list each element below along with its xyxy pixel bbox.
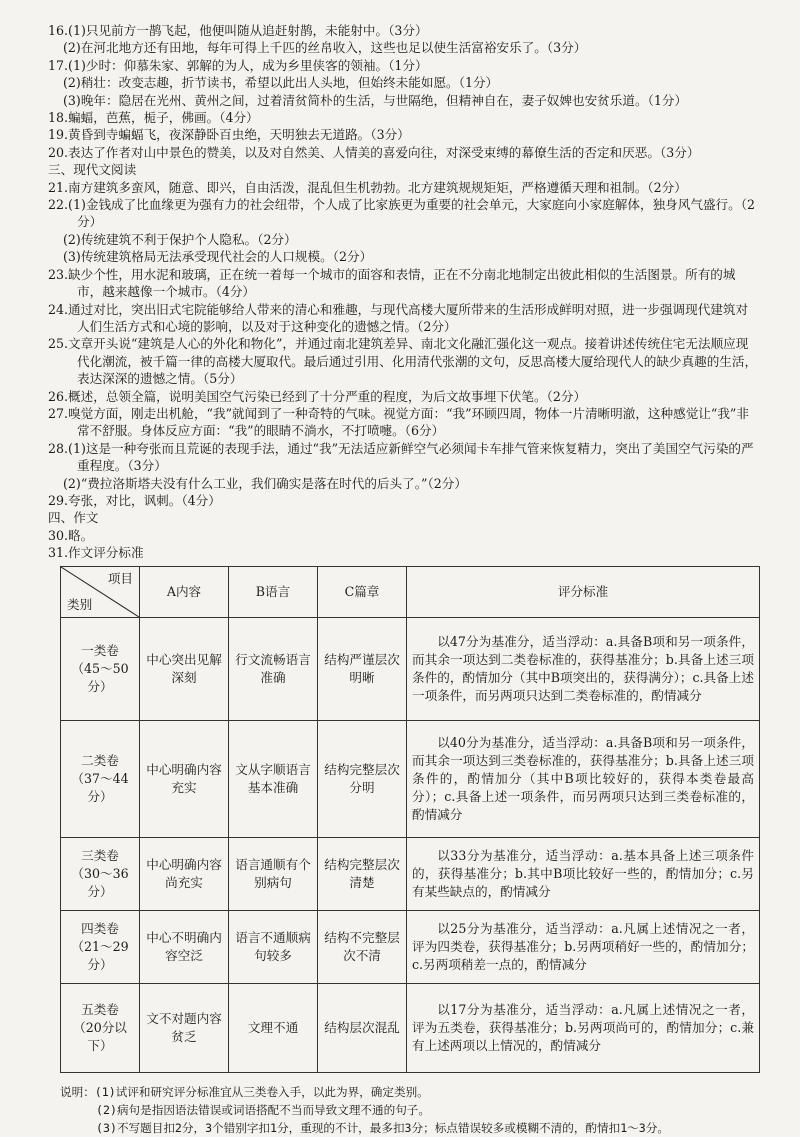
content-cell: 中心不明确内容空泛: [140, 910, 229, 983]
category-name: 二类卷: [81, 752, 119, 768]
notes-block: [60, 1083, 760, 1137]
column-header-structure: C篇章: [318, 566, 407, 617]
answer-19: 19.黄昏到寺蝙蝠飞，夜深静卧百虫绝，天明独去无道路。（3分）: [48, 127, 410, 143]
category-name: 四类卷: [81, 920, 119, 936]
category-cell: [61, 910, 140, 983]
structure-cell: 结构不完整层次不清: [318, 910, 407, 983]
answer-27: 27.嗅觉方面，刚走出机舱，“我”就闻到了一种奇特的气味。视觉方面：“我”环顾四周，物体一片清晰明澈，这种感觉让“我”非常不舒服。身体反应方面：“我”的眼睛不淌水，不打喷嚏。（6分）: [48, 405, 749, 439]
note-2: (2)病句是指因语法错误或词语搭配不当而导致文理不通的句子。: [96, 1102, 430, 1117]
category-range: （30～36分）: [71, 865, 129, 899]
category-range: （21～29分）: [71, 938, 129, 972]
answers-block-classical: [48, 22, 760, 161]
corner-header-cell: [61, 566, 140, 617]
column-header-criteria: 评分标准: [407, 566, 760, 617]
category-range: （45～50分）: [71, 660, 129, 694]
criteria-cell: 以40分为基准分，适当浮动：a.具备B项和另一项条件，而其余一项达到三类卷标准的，获得基准分；b.具备上述三项条件的，酌情加分（其中B项比较好的，获得本类卷最高分）；c.具备上述一项条件，而另两项只达到三类卷标准的，酌情减分: [407, 720, 760, 837]
category-name: 五类卷: [81, 1001, 119, 1017]
answer-22-3: (3)传统建筑格局无法承受现代社会的人口规模。（2分）: [63, 249, 373, 265]
structure-cell: 结构完整层次分明: [318, 720, 407, 837]
category-name: 一类卷: [81, 642, 119, 658]
criteria-cell: 以17分为基准分，适当浮动：a.凡属上述情况之一者，评为五类卷，获得基准分；b.另两项尚可的，酌情加分；c.兼有上述两项以上情况的，酌情减分: [407, 983, 760, 1072]
answer-24: 24.通过对比，突出旧式宅院能够给人带来的清心和雅趣，与现代高楼大厦所带来的生活形成鲜明对照，进一步强调现代建筑对人们生活方式和心境的影响，以及对于这种变化的遗憾之情。（2分）: [48, 301, 749, 334]
structure-cell: 结构完整层次清楚: [318, 837, 407, 910]
answer-17-3: (3)晚年：隐居在光州、黄州之间，过着清贫简朴的生活，与世隔绝，但精神自在，妻子奴婢也安贫乐道。（1分）: [63, 92, 688, 108]
table-header-row: [61, 566, 760, 617]
table-row: [61, 983, 760, 1072]
section-title-essay: 四、作文: [48, 510, 99, 526]
answer-28-1: 28.(1)这是一种夸张而且荒诞的表现手法，通过“我”无法适应新鲜空气必须闻卡车排气管来恢复精力，突出了美国空气污染的严重程度。（3分）: [48, 440, 754, 474]
language-cell: 行文流畅语言准确: [229, 617, 318, 720]
category-range: （37～44分）: [71, 770, 129, 804]
category-range: （20分以下）: [73, 1019, 127, 1053]
column-header-content: A内容: [140, 566, 229, 617]
criteria-cell: 以33分为基准分，适当浮动：a.基本具备上述三项条件的，获得基准分；b.其中B项比较好一些的，酌情加分；c.另有某些缺点的，酌情减分: [407, 837, 760, 910]
category-cell: [61, 720, 140, 837]
content-cell: 中心明确内容充实: [140, 720, 229, 837]
note-1: 说明：(1)试评和研究评分标准宜从三类卷入手，以此为界，确定类别。: [60, 1084, 429, 1099]
answer-16-2: (2)在河北地方还有田地，每年可得上千匹的丝帛收入，这些也足以使生活富裕安乐了。（3分）: [63, 40, 587, 56]
language-cell: 文理不通: [229, 983, 318, 1072]
answer-25: 25.文章开头说“建筑是人心的外化和物化”，并通过南北建筑差异、南北文化融汇强化这一观点。接着讲述传统住宅无法顺应现代化潮流，被千篇一律的高楼大厦取代。最后通过引用、化用清代张潮的文句，反思高楼大厦给现代人的缺少真趣的生活，表达深深的遗憾之情。（5分）: [48, 336, 758, 387]
language-cell: 语言不通顺病句较多: [229, 910, 318, 983]
answer-17-1: 17.(1)少时：仰慕朱家、郭解的为人，成为乡里侠客的领袖。（1分）: [48, 57, 428, 73]
language-cell: 文从字顺语言基本准确: [229, 720, 318, 837]
category-name: 三类卷: [81, 847, 119, 863]
notes-label: 说明：: [60, 1084, 95, 1099]
answer-22-1: 22.(1)金钱成了比血缘更为强有力的社会纽带，个人成了比家族更为重要的社会单元，大家庭向小家庭解体，独身风气盛行。（2分）: [48, 197, 756, 230]
answer-26: 26.概述，总领全篇，说明美国空气污染已经到了十分严重的程度，为后文故事埋下伏笔。（2分）: [48, 388, 587, 404]
content-cell: 文不对题内容贫乏: [140, 983, 229, 1072]
answer-30: 30.略。: [48, 527, 94, 543]
language-cell: 语言通顺有个别病句: [229, 837, 318, 910]
answer-20: 20.表达了作者对山中景色的赞美，以及对自然美、人情美的喜爱向往，对深受束缚的幕僚生活的否定和厌恶。（3分）: [48, 144, 700, 160]
category-cell: [61, 617, 140, 720]
section-title-modern-reading: 三、现代文阅读: [48, 162, 137, 178]
note-3: (3)不写题目扣2分，3个错别字扣1分，重现的不计，最多扣3分；标点错误较多或模糊不清的，酌情扣1～3分。: [96, 1120, 669, 1135]
table-row: [61, 837, 760, 910]
answer-21: 21.南方建筑多蛮风，随意、即兴，自由活泼，混乱但生机勃勃。北方建筑规规矩矩，严格遵循天理和祖制。（2分）: [48, 179, 687, 195]
answer-22-2: (2)传统建筑不利于保护个人隐私。（2分）: [63, 231, 297, 247]
corner-header-top: 项目: [107, 570, 133, 586]
essay-grading-table: [60, 566, 760, 1073]
answer-28-2: (2)“费拉洛斯塔夫没有什么工业，我们确实是落在时代的后头了。”（2分）: [63, 475, 467, 491]
table-row: [61, 910, 760, 983]
table-row: [61, 617, 760, 720]
structure-cell: 结构层次混乱: [318, 983, 407, 1072]
content-cell: 中心突出见解深刻: [140, 617, 229, 720]
structure-cell: 结构严谨层次明晰: [318, 617, 407, 720]
corner-header-bottom: 类别: [67, 596, 93, 612]
column-header-language: B语言: [229, 566, 318, 617]
criteria-cell: 以25分为基准分，适当浮动：a.凡属上述情况之一者，评为四类卷，获得基准分；b.另两项稍好一些的，酌情加分；c.另两项稍差一点的，酌情减分: [407, 910, 760, 983]
content-cell: 中心明确内容尚充实: [140, 837, 229, 910]
table-row: [61, 720, 760, 837]
answer-29: 29.夸张，对比，讽刺。（4分）: [48, 492, 221, 508]
answer-16-1: 16.(1)只见前方一鹊飞起，他便叫随从追赶射鹊，未能射中。（3分）: [48, 23, 428, 38]
answer-17-2: (2)稍壮：改变志趣，折节读书，希望以此出人头地，但始终未能如愿。（1分）: [63, 75, 499, 91]
answer-23: 23.缺少个性，用水泥和玻璃，正在统一着每一个城市的面容和表情，正在不分南北地制定出彼此相似的生活图景。所有的城市，越来越像一个城市。（4分）: [48, 266, 736, 300]
answers-block-modern: [48, 179, 760, 510]
criteria-cell: 以47分为基准分，适当浮动：a.具备B项和另一项条件，而其余一项达到二类卷标准的，获得基准分；b.具备上述三项条件的，酌情加分（其中B项突出的，获得满分）；c.具备上述一项条件，而另两项只达到二类卷标准的，酌情减分: [407, 617, 760, 720]
answer-18: 18.蝙蝠，芭蕉，栀子，佛画。（4分）: [48, 110, 259, 126]
category-cell: [61, 837, 140, 910]
category-cell: [61, 983, 140, 1072]
answer-31-title: 31.作文评分标准: [48, 545, 144, 561]
